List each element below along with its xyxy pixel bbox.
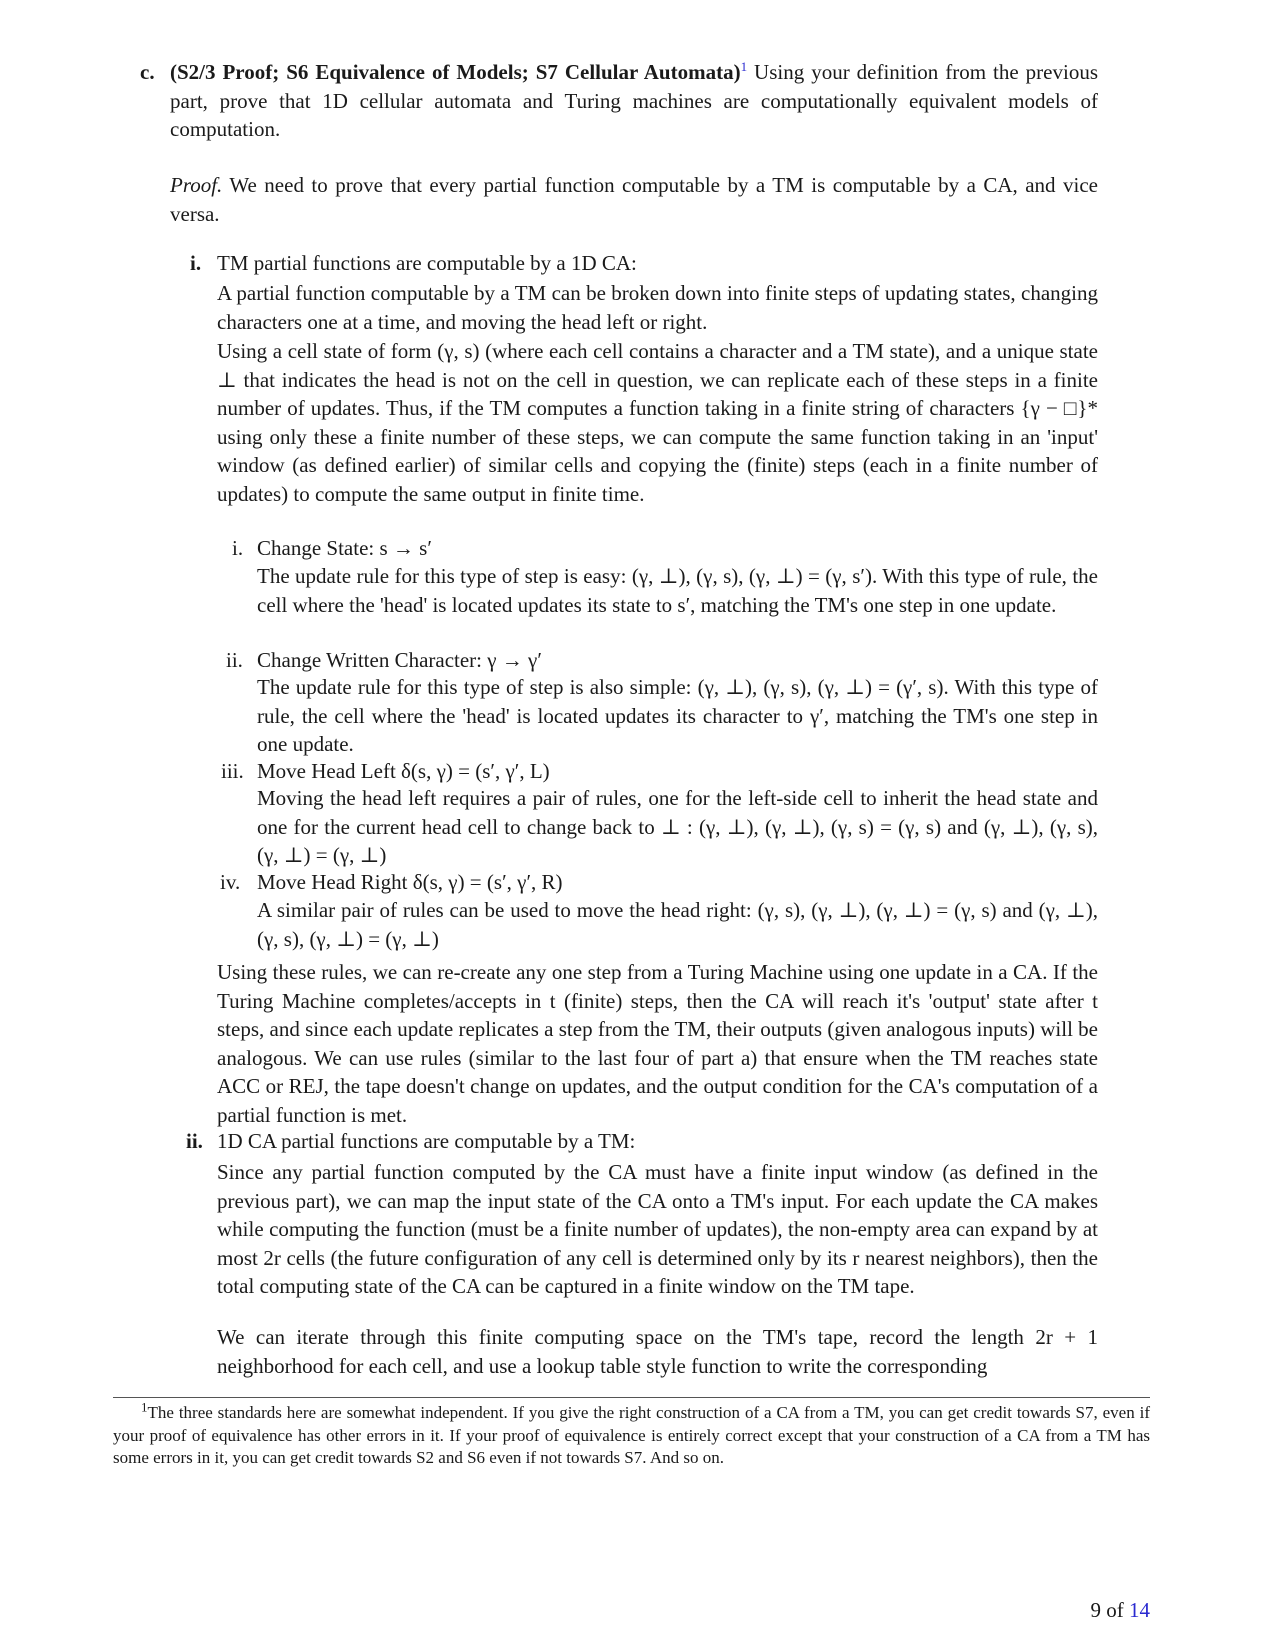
question-label: c.	[140, 60, 155, 84]
step-3-body: Moving the head left requires a pair of rules, one for the left-side cell to inherit the head state and one for the current head cell to change back to ⊥ : (γ, ⊥), (γ, ⊥), (γ, s) = (γ, s) and (γ, ⊥), (γ, s), (γ, ⊥) = (γ, ⊥)	[257, 786, 1098, 867]
step-3-label: iii.	[221, 759, 244, 783]
footnote-mark: 1	[141, 1399, 148, 1415]
step-4-body: A similar pair of rules can be used to move the head right: (γ, s), (γ, ⊥), (γ, ⊥) = (γ, s) and (γ, ⊥), (γ, s), (γ, ⊥) = (γ, ⊥)	[257, 898, 1098, 951]
step-4-label: iv.	[220, 870, 241, 894]
proof-intro	[170, 171, 1098, 228]
step-2-title: Change Written Character: γ → γ′	[257, 648, 542, 672]
part-ii-para-2: We can iterate through this finite computing space on the TM's tape, record the length 2r + 1 neighborhood for each cell, and use a lookup table style function to write the corresponding	[217, 1325, 1098, 1378]
footnote	[113, 1399, 1150, 1470]
question-title: (S2/3 Proof; S6 Equivalence of Models; S7 Cellular Automata)	[170, 60, 741, 84]
page-number	[1091, 1598, 1151, 1623]
step-3-title: Move Head Left δ(s, γ) = (s′, γ′, L)	[257, 759, 550, 783]
step-2-body: The update rule for this type of step is also simple: (γ, ⊥), (γ, s), (γ, ⊥) = (γ′, s). With this type of rule, the cell where the 'head' is located updates its character to γ′, matching the TM's one step in one update.	[257, 675, 1098, 756]
page-current: 9	[1090, 1598, 1101, 1622]
step-1-body: The update rule for this type of step is easy: (γ, ⊥), (γ, s), (γ, ⊥) = (γ, s′). With this type of rule, the cell where the 'head' is located updates its state to s′, matching the TM's one step in one update.	[257, 564, 1098, 617]
footnote-rule	[113, 1397, 1150, 1398]
part-ii-label: ii.	[186, 1129, 203, 1153]
step-4-title: Move Head Right δ(s, γ) = (s′, γ′, R)	[257, 870, 563, 894]
part-i-para-2: Using a cell state of form (γ, s) (where each cell contains a character and a TM state), and a unique state ⊥ that indicates the head is not on the cell in question, we can replicate each of these steps in a finite number of updates. Thus, if the TM computes a function taking in a finite string of characters {γ − □}* using only these a finite number of these steps, we can compute the same function taking in an 'input' window (as defined earlier) of similar cells and copying the (finite) steps (each in a finite number of updates) to compute the same output in finite time.	[217, 339, 1098, 506]
part-i-conclusion: Using these rules, we can re-create any one step from a Turing Machine using one update in a CA. If the Turing Machine completes/accepts in t (finite) steps, then the CA will reach it's 'output' state after t steps, and since each update replicates a step from the TM, their outputs (given analogous inputs) will be analogous. We can use rules (similar to the last four of part a) that ensure when the TM reaches state ACC or REJ, the tape doesn't change on updates, and the output condition for the CA's computation of a partial function is met.	[217, 960, 1098, 1127]
footnote-text: The three standards here are somewhat independent. If you give the right construction of a CA from a TM, you can get credit towards S7, even if your proof of equivalence has other errors in it. If your proof of equivalence is entirely correct except that your construction of a CA from a TM has some errors in it, you can get credit towards S2 and S6 even if not towards S7. And so on.	[113, 1403, 1150, 1467]
page-total-link[interactable]: 14	[1129, 1598, 1150, 1622]
question-prompt: Using your definition from the previous part, prove that 1D cellular automata and Turing machines are computationally equivalent models of computation.	[170, 60, 1098, 141]
page-of: of	[1106, 1598, 1124, 1622]
proof-label: Proof.	[170, 173, 223, 197]
part-i-label: i.	[190, 251, 202, 275]
part-ii-heading: 1D CA partial functions are computable by a TM:	[217, 1129, 636, 1153]
question-text	[170, 58, 1098, 144]
step-2-label: ii.	[226, 648, 243, 672]
proof-intro-text: We need to prove that every partial function computable by a TM is computable by a CA, and vice versa.	[170, 173, 1098, 226]
part-i-heading: TM partial functions are computable by a 1D CA:	[217, 251, 637, 275]
part-ii-para-1: Since any partial function computed by the CA must have a finite input window (as defined in the previous part), we can map the input state of the CA onto a TM's input. For each update the CA makes while computing the function (must be a finite number of updates), the non-empty area can expand by at most 2r cells (the future configuration of any cell is determined only by its r nearest neighbors), then the total computing state of the CA can be captured in a finite window on the TM tape.	[217, 1160, 1098, 1298]
step-1-label: i.	[232, 536, 244, 560]
part-i-para-1: A partial function computable by a TM can be broken down into finite steps of updating states, changing characters one at a time, and moving the head left or right.	[217, 281, 1098, 334]
footnote-link[interactable]: 1	[740, 59, 748, 74]
step-1-title: Change State: s → s′	[257, 536, 432, 560]
